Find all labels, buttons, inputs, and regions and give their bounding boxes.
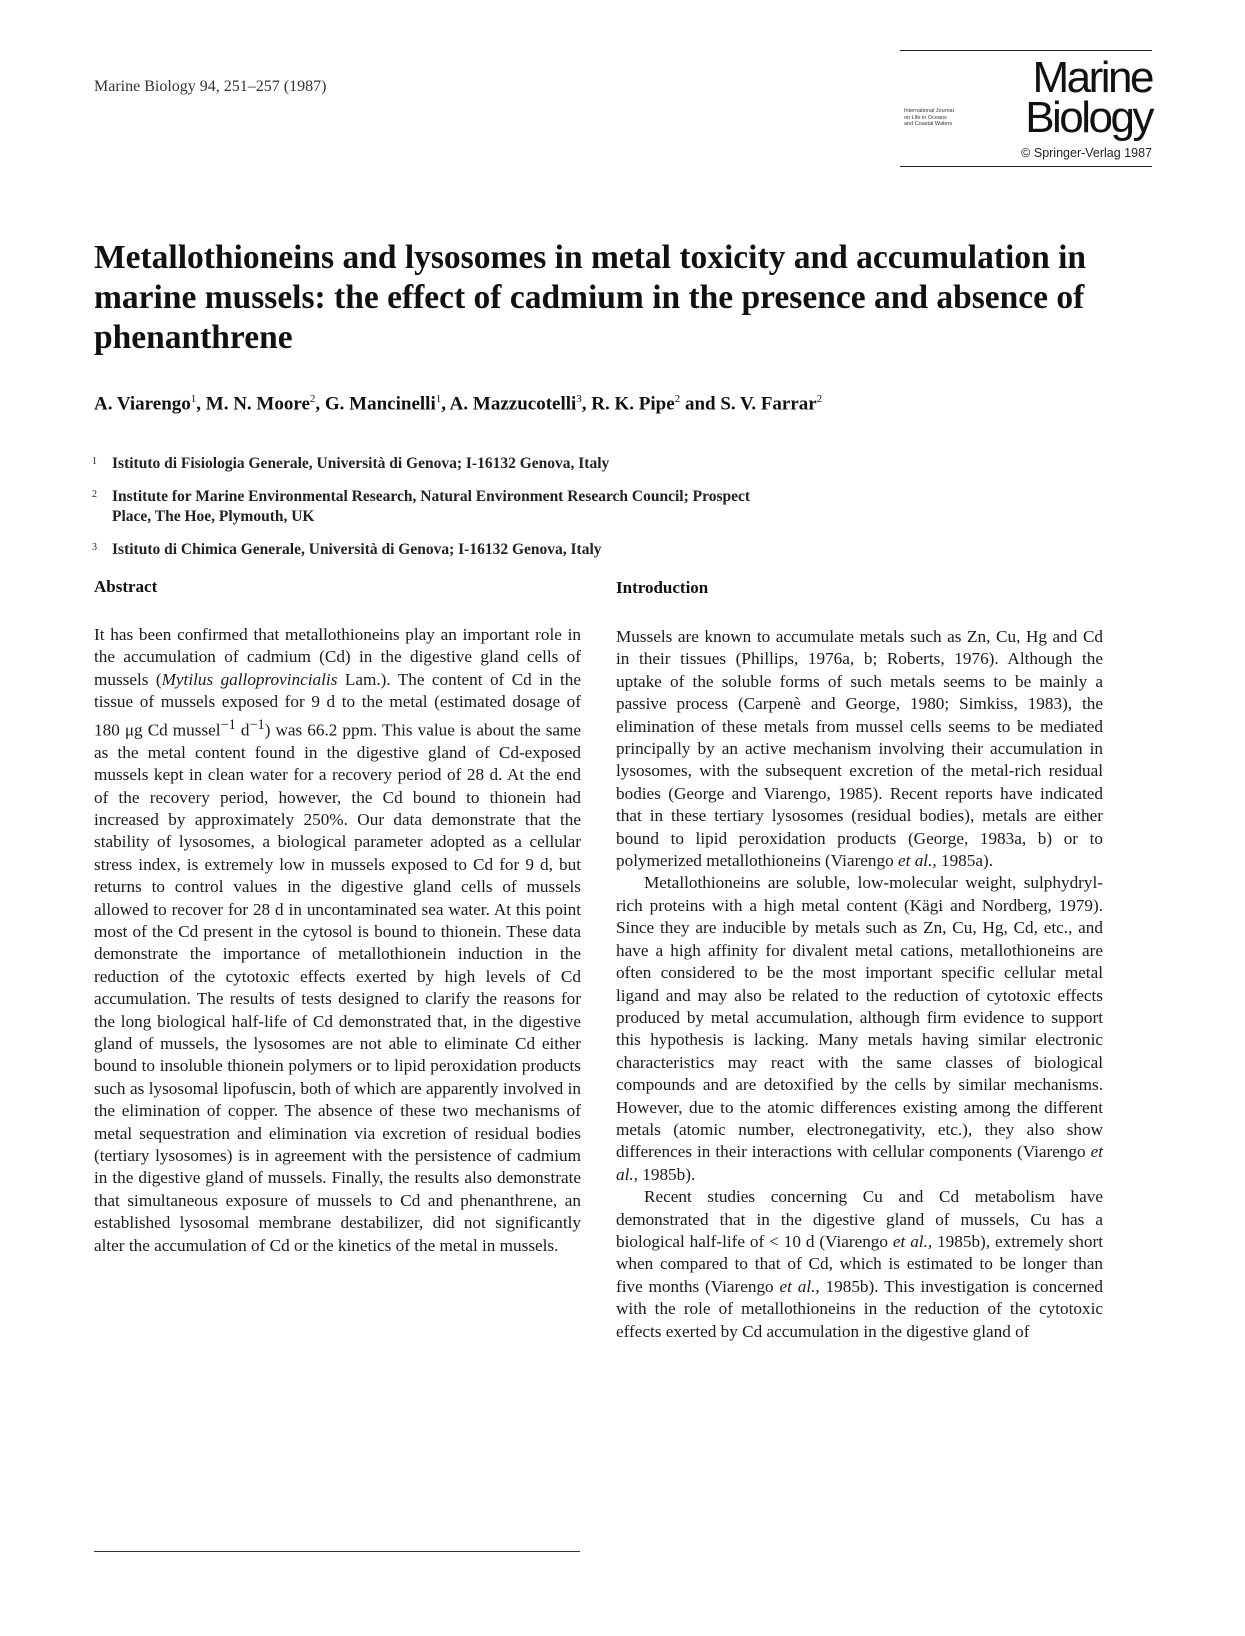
affiliation-text: Institute for Marine Environmental Research, Natural Environment Research Council; Prospect Place, The Hoe, Plymouth, UK <box>112 488 751 525</box>
affiliation-number: 1 <box>92 456 97 467</box>
et-al: et al., <box>779 1276 820 1296</box>
author-affiliation-mark: 1 <box>190 393 197 405</box>
footnote-rule <box>94 1551 580 1552</box>
et-al: et al., <box>616 1142 1103 1184</box>
affiliation-text: Istituto di Chimica Generale, Università di Genova; I-16132 Genova, Italy <box>112 541 602 558</box>
author-name: R. K. Pipe <box>591 393 675 415</box>
abstract-paragraph <box>94 624 581 1257</box>
intro-text: Metallothioneins are soluble, low-molecular weight, sulphydryl-rich proteins with a high metal content (Kägi and Nordberg, 1979). Since they are inducible by metals such as Zn, Cu, Hg, Cd, etc., and have a high affinity for divalent metal cations, metallothioneins are often considered to be the most important specific cellular metal ligand and may also be related to the reduction of cytotoxic effects produced by metal accumulation, although firm evidence to support this hypothesis is lacking. Many metals having similar electronic characteristics may react with the same classes of biological compounds and are detoxified by the cells by similar mechanisms. However, due to the atomic differences existing among the different metals (atomic number, electronegativity, etc.), they also show differences in their interactions with cellular components (Viarengo <box>616 873 1103 1162</box>
intro-text: 1985b). This investigation is concerned with the role of metallothioneins in the reduction of the cytotoxic effects exerted by Cd accumulation in the digestive gland of <box>616 1276 1104 1341</box>
affiliation-number: 2 <box>92 489 97 500</box>
intro-text: Mussels are known to accumulate metals such as Zn, Cu, Hg and Cd in their tissues (Phillips, 1976a, b; Roberts, 1976). Although the uptake of the soluble forms of such metals seems to be mainly a passive process (Carpenè and George, 1980; Simkiss, 1983), the elimination of these metals from mussel cells seems to be mediated principally by an active mechanism involving their accumulation in lysosomes, with the subsequent excretion of the metal-rich residual bodies (George and Viarengo, 1985). Recent reports have indicated that in these tertiary lysosomes (residual bodies), metals are either bound to lipid peroxidation products (George, 1983a, b) or to polymerized metallothioneins (Viarengo <box>616 627 1103 871</box>
author-name: G. Mancinelli <box>324 393 436 415</box>
author-affiliation-mark: 2 <box>309 393 316 405</box>
intro-text: 1985b). <box>637 1164 696 1184</box>
et-al: et al., <box>892 1231 933 1251</box>
author-list <box>94 393 822 415</box>
intro-paragraph <box>616 626 1103 872</box>
article-title: Metallothioneins and lysosomes in metal toxicity and accumulation in marine mussels: the effect of cadmium in the presence and absence of phenanthrene <box>94 239 1087 356</box>
author-separator: , <box>581 393 592 415</box>
author-name: A. Mazzucotelli <box>449 393 577 415</box>
abstract-heading: Abstract <box>94 577 158 596</box>
masthead-subtitle-line: International Journal <box>904 108 954 114</box>
intro-text: 1985b), extremely short when compared to that of Cd, which is estimated to be longer than five months (Viarengo <box>616 1231 1103 1296</box>
introduction-heading: Introduction <box>616 578 709 597</box>
intro-paragraph <box>616 872 1103 1186</box>
author-name: A. Viarengo <box>94 393 191 415</box>
author-separator: , <box>196 393 206 415</box>
copyright-notice: © Springer-Verlag 1987 <box>1021 146 1152 160</box>
affiliation-item <box>92 540 912 560</box>
journal-citation: Marine Biology 94, 251–257 (1987) <box>94 78 327 95</box>
unit-exponent: −1 <box>249 716 265 733</box>
journal-masthead <box>900 50 1152 167</box>
intro-paragraph <box>616 1186 1103 1343</box>
abstract-text: It has been confirmed that metallothioneins play an important role in the accumulation of cadmium (Cd) in the digestive gland cells of mussels ( <box>94 625 581 689</box>
masthead-word-marine: Marine <box>1032 53 1152 102</box>
masthead-subtitle <box>904 108 954 128</box>
intro-text: Recent studies concerning Cu and Cd metabolism have demonstrated that in the digestive gland of mussels, Cu has a biological half-life of < 10 d (Viarengo <box>616 1187 1103 1251</box>
abstract-body <box>94 624 581 1257</box>
species-name: Mytilus galloprovincialis <box>161 669 338 689</box>
et-al: et al., <box>898 851 937 871</box>
affiliation-list <box>92 454 912 573</box>
author-affiliation-mark: 2 <box>816 393 823 405</box>
intro-text: 1985a). <box>936 851 993 871</box>
author-separator: , <box>315 393 325 415</box>
affiliation-text: Istituto di Fisiologia Generale, Università di Genova; I-16132 Genova, Italy <box>112 455 610 472</box>
author-affiliation-mark: 1 <box>435 393 442 405</box>
abstract-text: Lam.). The content of Cd in the tissue of mussels exposed for 9 d to the metal (estimated dosage of 180 μg Cd mussel <box>94 669 581 740</box>
masthead-word-biology: Biology <box>1025 93 1152 142</box>
author-name: S. V. Farrar <box>720 393 817 415</box>
unit-exponent: −1 <box>220 716 236 733</box>
author-affiliation-mark: 3 <box>576 393 582 405</box>
masthead-top-rule <box>900 50 1152 51</box>
author-affiliation-mark: 2 <box>674 393 681 405</box>
masthead-subtitle-line: on Life in Oceans <box>904 114 947 121</box>
author-name: M. N. Moore <box>205 393 310 415</box>
masthead-subtitle-line: and Coastal Waters <box>904 121 953 127</box>
abstract-text: d <box>235 720 250 740</box>
affiliation-item <box>92 487 792 527</box>
masthead-biology-row <box>900 93 1152 142</box>
introduction-body <box>616 626 1103 1343</box>
author-separator: , <box>441 393 450 415</box>
author-separator: and <box>680 393 721 415</box>
affiliation-item <box>92 454 912 474</box>
affiliation-number: 3 <box>92 542 97 553</box>
masthead-bottom-rule <box>900 166 1152 167</box>
abstract-text: ) was 66.2 ppm. This value is about the same as the metal content found in the digestive gland of Cd-exposed mussels kept in clean water for a recovery period of 28 d. At the end of the recovery period, however, the Cd bound to thionein had increased by approximately 250%. Our data demonstrate that the stability of lysosomes, a biological parameter adopted as a cellular stress index, is extremely low in mussels exposed to Cd for 9 d, but returns to control values in the digestive gland cells of mussels allowed to recover for 28 d in uncontaminated sea water. At this point most of the Cd present in the cytosol is bound to thionein. These data demonstrate the importance of metallothionein induction in the reduction of the cytotoxic effects exerted by high levels of Cd accumulation. The results of tests designed to clarify the reasons for the long biological half-life of Cd demonstrated that, in the digestive gland of mussels, the lysosomes are not able to eliminate Cd either bound to insoluble thionein polymers or to lipid peroxidation products such as lysosomal lipofuscin, both of which are apparently involved in the elimination of copper. The absence of these two mechanisms of metal sequestration and elimination via excretion of residual bodies (tertiary lysosomes) is in agreement with the persistence of cadmium in the digestive gland of mussels. Finally, the results also demonstrate that simultaneous exposure of mussels to Cd and phenanthrene, an established lysosomal membrane destabilizer, did not significantly alter the accumulation of Cd or the kinetics of the metal in mussels. <box>94 720 582 1255</box>
